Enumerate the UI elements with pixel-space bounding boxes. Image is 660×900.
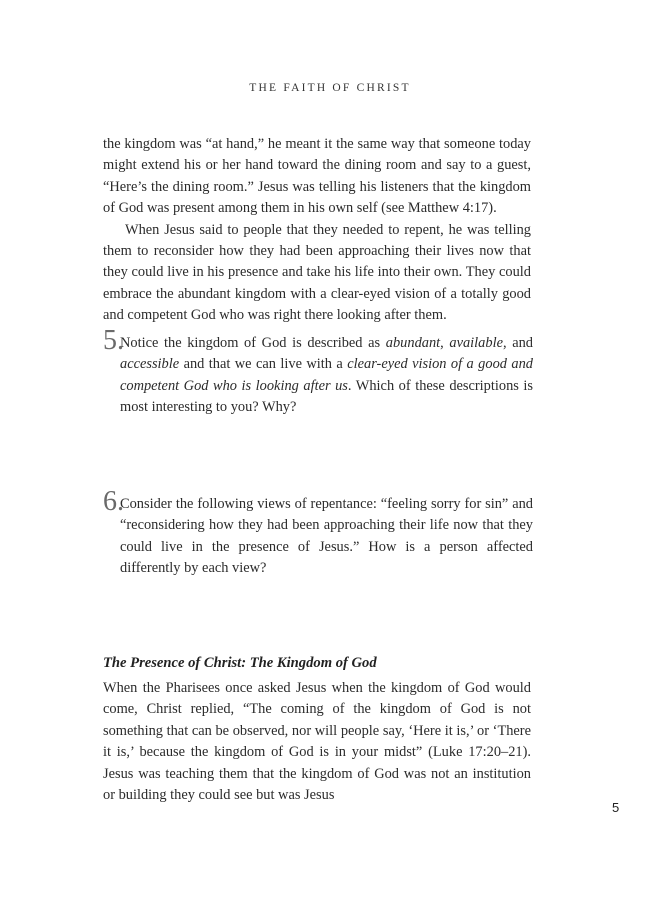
running-head: THE FAITH OF CHRIST — [249, 82, 411, 94]
section-paragraph: When the Pharisees once asked Jesus when the kingdom of God would come, Christ replied, “The coming of the kingdom of God is not something that can be observed, nor will people say, ‘Here it is,’ or ‘There it is,’ because the kingdom of God is in your midst” (Luke 17:20–21). Jesus was teaching them that the kingdom of God was not an institution or building they could see but was Jesus — [103, 680, 531, 804]
question-text: Consider the following views of repentance: “feeling sorry for sin” and “reconsidering how they had been approaching their life now that they could live in the presence of Jesus.” How is a person affected differently by each view? — [120, 496, 533, 577]
question-6 — [103, 486, 533, 580]
question-number: 5. — [103, 325, 124, 356]
question-5 — [103, 325, 534, 419]
intro-paragraph-2: When Jesus said to people that they needed to repent, he was telling them to reconsider how they had been approaching their lives now that they could live in his presence and take his life into their own. They could embrace the abundant kingdom with a clear-eyed vision of a totally good and competent God who was right there looking after them. — [103, 221, 531, 324]
question-number: 6. — [103, 486, 124, 517]
intro-text — [103, 134, 531, 327]
intro-paragraph-1: the kingdom was “at hand,” he meant it the same way that someone today might extend his or her hand toward the dining room and say to a guest, “Here’s the dining room.” Jesus was telling his listeners that the kingdom of God was present among them in his own self (see Matthew 4:17). — [103, 136, 531, 217]
section-heading: The Presence of Christ: The Kingdom of God — [103, 655, 377, 671]
page-number: 5 — [612, 800, 620, 815]
section-text — [103, 678, 531, 806]
question-text: Notice the kingdom of God is described as abundant, available, and accessible and that we can live with a clear-eyed vision of a good and competent God who is looking after us. Which of these descriptions is most interesting to you? Why? — [120, 335, 534, 416]
